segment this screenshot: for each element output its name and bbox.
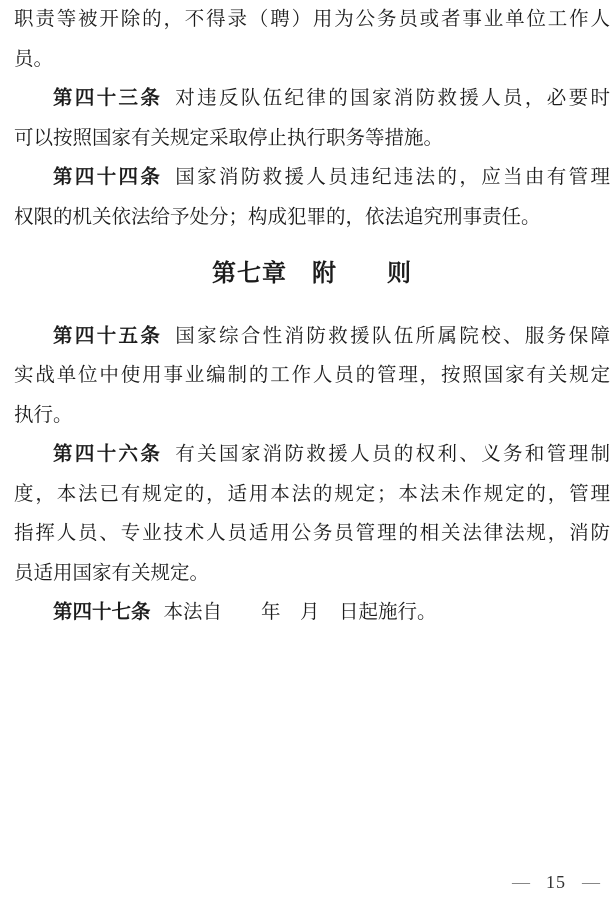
article-number: 第四十五条	[53, 325, 163, 347]
article-number: 第四十六条	[53, 444, 163, 465]
article-number: 第四十七条	[53, 602, 151, 623]
article-text: 本法自 年 月 日起施行。	[163, 602, 437, 623]
article-text: 有关国家消防救援人员的权利、义务和管理制	[175, 444, 610, 465]
article-line	[14, 593, 610, 633]
footer-dash-left: —	[512, 872, 530, 892]
article-text: 对违反队伍纪律的国家消防救援人员，必要时	[175, 88, 610, 109]
text-line: 员。	[14, 48, 54, 70]
article-line	[14, 158, 610, 198]
article-number: 第四十四条	[53, 167, 163, 188]
article-line	[14, 317, 610, 357]
text-line: 员适用国家有关规定。	[14, 562, 210, 584]
article-text: 国家消防救援人员违纪违法的，应当由有管理	[175, 167, 610, 188]
article-text: 国家综合性消防救援队伍所属院校、服务保障	[175, 325, 610, 347]
text-line: 可以按照国家有关规定采取停止执行职务等措施。	[14, 127, 444, 149]
text-line: 职责等被开除的，不得录（聘）用为公务员或者事业单位工作人	[14, 9, 610, 30]
text-line: 权限的机关依法给予处分；构成犯罪的，依法追究刑事责任。	[14, 206, 541, 228]
page-footer	[512, 873, 600, 891]
footer-dash-right: —	[582, 872, 600, 892]
article-line	[14, 435, 610, 475]
chapter-heading: 第七章 附 则	[212, 261, 412, 287]
article-line	[14, 79, 610, 119]
page-number: 15	[546, 872, 566, 892]
text-line: 实战单位中使用事业编制的工作人员的管理，按照国家有关规定	[14, 365, 610, 386]
text-line: 指挥人员、专业技术人员适用公务员管理的相关法律法规，消防	[14, 523, 610, 544]
article-number: 第四十三条	[53, 88, 163, 109]
text-line: 执行。	[14, 404, 73, 426]
document-body	[14, 0, 610, 633]
text-line: 度，本法已有规定的，适用本法的规定；本法未作规定的，管理	[14, 483, 610, 505]
